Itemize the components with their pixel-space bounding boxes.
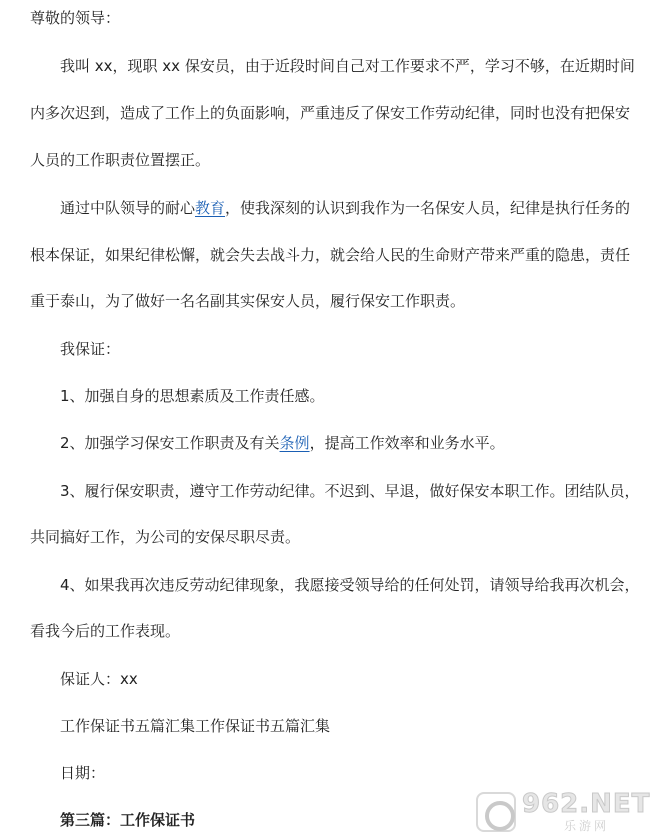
- paragraph-2-text: ，使我深刻的认识到我作为一名保安人员，纪律是执行任务的: [225, 199, 631, 217]
- pledge-item-2: [60, 433, 505, 453]
- paragraph-2-text: 通过中队领导的耐心: [60, 199, 196, 217]
- watermark-brand: 962.NET: [522, 789, 650, 819]
- pledge-item-2-text: 2、加强学习保安工作职责及有关: [60, 434, 280, 452]
- pledge-item-4-line-1: 4、如果我再次违反劳动纪律现象，我愿接受领导给的任何处罚，请领导给我再次机会，: [60, 576, 640, 594]
- site-watermark: [476, 789, 650, 834]
- date-label: 日期：: [60, 764, 106, 782]
- greeting: 尊敬的领导：: [30, 9, 121, 27]
- paragraph-1-line-1: 我叫 xx，现职 xx 保安员，由于近段时间自己对工作要求不严，学习不够，在近期时间: [60, 57, 635, 75]
- watermark-logo-icon: [476, 792, 516, 832]
- pledge-item-4-line-2: 看我今后的工作表现。: [30, 622, 181, 640]
- pledge-item-1: 1、加强自身的思想素质及工作责任感。: [60, 387, 325, 405]
- paragraph-1-line-3: 人员的工作职责位置摆正。: [30, 151, 211, 169]
- pledge-item-2-text: ，提高工作效率和业务水平。: [309, 434, 505, 452]
- paragraph-1-line-2: 内多次迟到，造成了工作上的负面影响，严重违反了保安工作劳动纪律，同时也没有把保安: [30, 104, 631, 122]
- regulations-link[interactable]: 条例: [279, 434, 310, 452]
- collection-title: 工作保证书五篇汇集工作保证书五篇汇集: [60, 717, 331, 735]
- pledge-item-3-line-1: 3、履行保安职责，遵守工作劳动纪律。不迟到、早退，做好保安本职工作。团结队员，: [60, 482, 640, 500]
- guarantor-line: 保证人：xx: [60, 670, 138, 688]
- education-link[interactable]: 教育: [195, 199, 226, 217]
- pledge-heading: 我保证：: [60, 340, 121, 358]
- paragraph-2-line-3: 重于泰山，为了做好一名名副其实保安人员，履行保安工作职责。: [30, 292, 466, 310]
- watermark-subtitle: 乐游网: [564, 819, 610, 833]
- pledge-item-3-line-2: 共同搞好工作，为公司的安保尽职尽责。: [30, 528, 301, 546]
- paragraph-2-line-2: 根本保证，如果纪律松懈，就会失去战斗力，就会给人民的生命财产带来严重的隐患，责任: [30, 246, 631, 264]
- paragraph-2-line-1: [60, 198, 630, 218]
- section-heading: 第三篇：工作保证书: [60, 811, 196, 829]
